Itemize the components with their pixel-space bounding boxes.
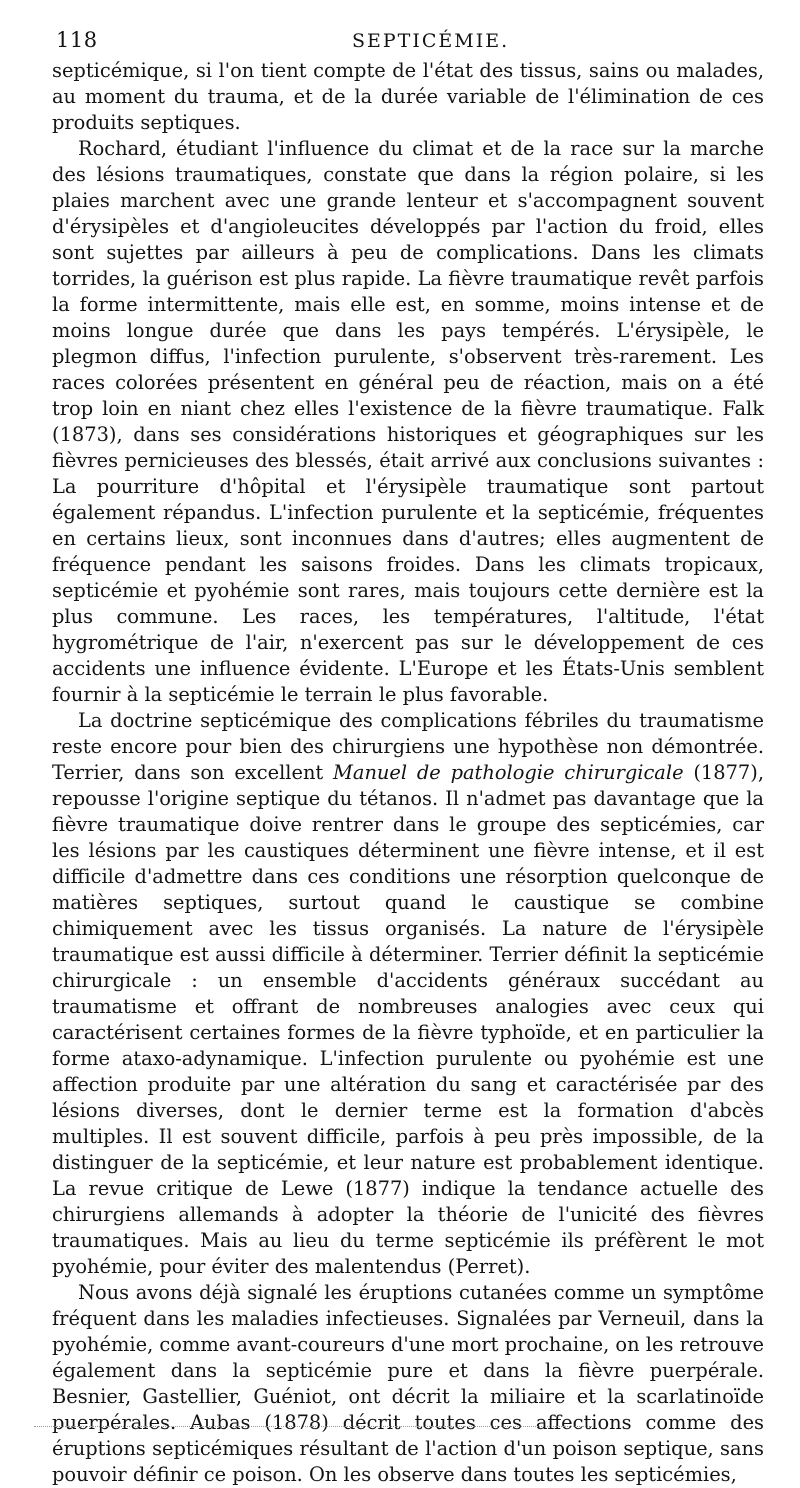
paragraph-text: Rochard, étudiant l'influence du climat et de la race sur la marche des lésions traumatiques, constate que dans la région polaire, si les plaies marchent avec une grande lenteur et s'accompagnent souvent d'érysipèles et d'angioleucites développés par l'action du froid, elles sont sujettes par ailleurs à peu de complications. Dans les climats torrides, la guérison est plus rapide. La fièvre traumatique revêt parfois la forme intermittente, mais elle est, en somme, moins intense et de moins longue durée que dans les pays tempérés. L'érysipèle, le plegmon diffus, l'infection purulente, s'observent très-rarement. Les races colorées présentent en général peu de réaction, mais on a été trop loin en niant chez elles l'existence de la fièvre traumatique. Falk (1873), dans ses considérations historiques et géographiques sur les fièvres pernicieuses des blessés, était arrivé aux conclusions suivantes : La pourriture d'hôpital et l'érysipèle traumatique sont partout également répandus. L'infection purulente et la septicémie, fréquentes en certains lieux, sont inconnues dans d'autres; elles augmentent de fréquence pendant les saisons froides. Dans les climats tropicaux, septicémie et pyohémie sont rares, mais toujours cette dernière est la plus commune. Les races, les températures, l'altitude, l'état hygrométrique de l'air, n'exercent pas sur le développement de ces accidents une influence évidente. L'Europe et les États-Unis semblent fournir à la septicémie le terrain le plus favorable. xyxy=(52,137,764,706)
paragraph-2 xyxy=(52,136,764,708)
book-page xyxy=(52,28,764,1488)
body-text xyxy=(52,58,764,1488)
paragraph-text: septicémique, si l'on tient compte de l'état des tissus, sains ou malades, au moment du trauma, et de la durée variable de l'élimination de ces produits septiques. xyxy=(52,59,764,134)
running-title: SEPTICÉMIE. xyxy=(352,30,510,52)
page-number: 118 xyxy=(56,28,98,52)
paragraph-text: La doctrine septicémique des complications fébriles du traumatisme reste encore pour bien des chirurgiens une hypothèse non démontrée. Terrier, dans son excellent xyxy=(52,709,764,784)
paragraph-4 xyxy=(52,1280,764,1488)
paragraph-text: Nous avons déjà signalé les éruptions cutanées comme un symptôme fréquent dans les maladies infectieuses. Signalées par Verneuil, dans la pyohémie, comme avant-coureurs d'une mort prochaine, on les retrouve également dans la septicémie pure et dans la fièvre puerpérale. Besnier, Gastellier, Guéniot, ont décrit la miliaire et la scarlatinoïde puerpérales. Aubas (1878) décrit toutes ces affections comme des éruptions septicémiques résultant de l'action d'un poison septique, sans pouvoir définir ce poison. On les observe dans toutes les septicémies, xyxy=(52,1281,764,1486)
paragraph-1 xyxy=(52,58,764,136)
book-title-italic: Manuel de pathologie chirurgicale xyxy=(333,761,684,784)
paragraph-text-continued: (1877), repousse l'origine septique du tétanos. Il n'admet pas davantage que la fièvre traumatique doive rentrer dans le groupe des septicémies, car les lésions par les caustiques déterminent une fièvre intense, et il est difficile d'admettre dans ces conditions une résorption quelconque de matières septiques, surtout quand le caustique se combine chimiquement avec les tissus organisés. La nature de l'érysipèle traumatique est aussi difficile à déterminer. Terrier définit la septicémie chirurgicale : un ensemble d'accidents généraux succédant au traumatisme et offrant de nombreuses analogies avec ceux qui caractérisent certaines formes de la fièvre typhoïde, et en particulier la forme ataxo-adynamique. L'infection purulente ou pyohémie est une affection produite par une altération du sang et caractérisée par des lésions diverses, dont le dernier terme est la formation d'abcès multiples. Il est souvent difficile, parfois à peu près impossible, de la distinguer de la septicémie, et leur nature est probablement identique. La revue critique de Lewe (1877) indique la tendance actuelle des chirurgiens allemands à adopter la théorie de l'unicité des fièvres traumatiques. Mais au lieu du terme septicémie ils préfèrent le mot pyohémie, pour éviter des malentendus (Perret). xyxy=(52,761,764,1278)
footer-rule xyxy=(34,1426,594,1427)
paragraph-3 xyxy=(52,708,764,1280)
running-head xyxy=(52,28,764,58)
